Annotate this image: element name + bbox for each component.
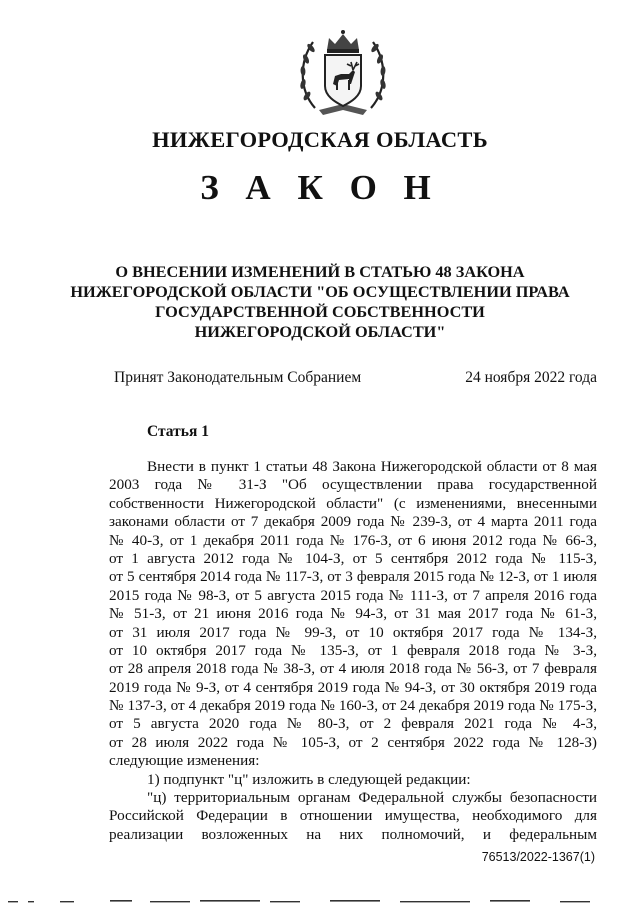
body-line: собственности Нижегородской области" (с изменениями, внесенными <box>109 494 597 512</box>
body-line: от 31 июля 2017 года № 99-З, от 10 октября 2017 года № 134-З, <box>109 623 597 641</box>
document-type: З А К О Н <box>200 168 440 207</box>
body-line: следующие изменения: <box>109 752 260 770</box>
body-line: от 1 августа 2012 года № 104-З, от 5 сентября 2012 года № 115-З, <box>109 549 597 567</box>
body-line: Внести в пункт 1 статьи 48 Закона Нижегородской области от 8 мая <box>147 458 597 475</box>
coat-of-arms-emblem <box>293 24 393 120</box>
article-heading: Статья 1 <box>147 423 209 440</box>
body-line: реализации возложенных на них полномочий, и федеральным <box>109 825 597 843</box>
body-line: 2019 года № 9-З, от 4 сентября 2019 года № 94-З, от 30 октября 2019 года <box>109 678 597 696</box>
law-title-line: ГОСУДАРСТВЕННОЙ СОБСТВЕННОСТИ <box>155 302 485 321</box>
body-line: № 51-З, от 21 июня 2016 года № 94-З, от 31 мая 2017 года № 61-З, <box>109 605 597 623</box>
body-line: 2003 года № 31-З "Об осуществлении права государственной <box>109 476 597 494</box>
law-title-line: О ВНЕСЕНИИ ИЗМЕНЕНИЙ В СТАТЬЮ 48 ЗАКОНА <box>115 262 525 281</box>
region-name: НИЖЕГОРОДСКАЯ ОБЛАСТЬ <box>152 127 488 152</box>
body-line: от 28 апреля 2018 года № 38-З, от 4 июля 2018 года № 56-З, от 7 февраля <box>109 660 597 678</box>
body-line: от 10 октября 2017 года № 135-З, от 1 февраля 2018 года № 3-З, <box>109 641 597 659</box>
body-line: № 40-З, от 1 декабря 2011 года № 176-З, от 6 июня 2012 года № 66-З, <box>109 531 597 549</box>
body-line: от 5 сентября 2014 года № 117-З, от 3 февраля 2015 года № 12-З, от 1 июля <box>109 568 597 586</box>
body-line: законами области от 7 декабря 2009 года № 239-З, от 4 марта 2011 года <box>109 513 597 531</box>
body-line: "ц) территориальным органам Федеральной службы безопасности <box>147 789 597 807</box>
law-title-line: НИЖЕГОРОДСКОЙ ОБЛАСТИ "ОБ ОСУЩЕСТВЛЕНИИ ПРАВА <box>70 282 570 301</box>
document-number: 76513/2022-1367(1) <box>481 850 595 864</box>
body-line: № 137-З, от 4 декабря 2019 года № 160-З, от 24 декабря 2019 года № 175-З, <box>109 697 597 715</box>
adoption-date: 24 ноября 2022 года <box>465 369 597 386</box>
law-title-line: НИЖЕГОРОДСКОЙ ОБЛАСТИ" <box>194 322 446 341</box>
law-title <box>40 262 600 342</box>
adopted-by: Принят Законодательным Собранием <box>114 369 362 386</box>
body-line: от 28 июля 2022 года № 105-З, от 2 сентября 2022 года № 128-З) <box>109 733 597 751</box>
coat-of-arms-icon <box>293 24 393 120</box>
body-line: от 5 августа 2020 года № 80-З, от 2 февраля 2021 года № 4-З, <box>109 715 597 733</box>
scan-artifact-marks <box>0 897 640 905</box>
body-line: 1) подпункт "ц" изложить в следующей редакции: <box>147 770 471 788</box>
article-body <box>109 458 597 844</box>
body-line: Российской Федерации в отношении имущества, необходимого для <box>109 807 597 825</box>
body-line: 2015 года № 98-З, от 5 августа 2015 года № 111-З, от 7 апреля 2016 года <box>109 586 597 604</box>
